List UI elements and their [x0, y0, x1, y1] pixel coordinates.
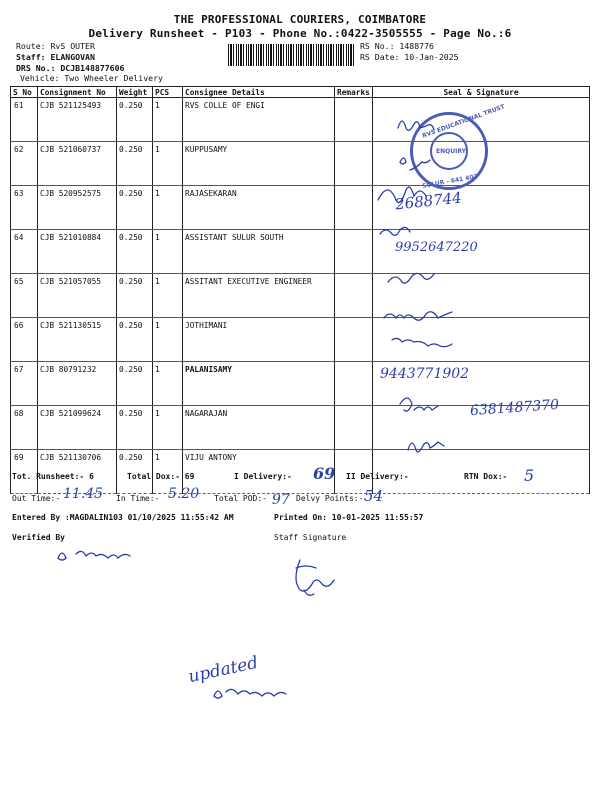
handwritten-phone-64: 2688744 [394, 188, 463, 214]
seal-stamp-bottom-text: SULUR - 641 402 [421, 173, 479, 190]
cell-pcs: 1 [153, 98, 183, 142]
printed-on: Printed On: 10-01-2025 11:55:57 [274, 513, 424, 522]
handwritten-phone-68: 6381487370 [469, 396, 560, 420]
cell-sno: 63 [11, 186, 38, 230]
col-weight: Weight [117, 87, 153, 98]
seal-stamp-text: RVS EDUCATIONAL TRUST [421, 103, 506, 140]
route-label: Route: RvS OUTER [16, 41, 95, 51]
in-time: In Time:- [116, 494, 160, 503]
cell-sno: 67 [11, 362, 38, 406]
signature-row-62 [400, 158, 430, 170]
cell-weight: 0.250 [117, 362, 153, 406]
signature-row-65 [388, 273, 434, 283]
handwritten-in-time: 5.20 [168, 486, 200, 502]
verified-by-label: Verified By [12, 533, 65, 542]
handwritten-rtn-dox: 5 [524, 466, 535, 485]
cell-weight: 0.250 [117, 98, 153, 142]
i-delivery: I Delivery:- [234, 472, 292, 481]
seal-stamp-inner-text: ENQUIRY [436, 148, 466, 155]
cell-pcs: 1 [153, 450, 183, 494]
cell-consignment: CJB 521010884 [38, 230, 117, 274]
cell-sno: 66 [11, 318, 38, 362]
cell-consignee: PALANISAMY [183, 362, 335, 406]
cell-consignee: NAGARAJAN [183, 406, 335, 450]
cell-consignment: CJB 520952575 [38, 186, 117, 230]
rs-number: RS No.: 1488776 [360, 41, 434, 51]
cell-consignee: ASSISTANT SULUR SOUTH [183, 230, 335, 274]
cell-consignee: ASSITANT EXECUTIVE ENGINEER [183, 274, 335, 318]
signature-row-66 [384, 312, 452, 347]
handwritten-delvy-points: 54 [364, 487, 384, 505]
cell-weight: 0.250 [117, 406, 153, 450]
staff-label: Staff: ELANGOVAN [16, 52, 95, 62]
runsheet-subtitle: Delivery Runsheet - P103 - Phone No.:0422-3505555 - Page No.:6 [88, 27, 512, 40]
handwritten-phone-67: 9443771902 [380, 366, 470, 382]
verified-signature-mark [58, 551, 130, 560]
cell-sno: 62 [11, 142, 38, 186]
cell-consignment: CJB 521125493 [38, 98, 117, 142]
tot-runsheet: Tot. Runsheet:- 6 [12, 472, 94, 481]
cell-consignment: CJB 521060737 [38, 142, 117, 186]
col-consignment: Consignment No [38, 87, 117, 98]
entered-by: Entered By :MAGDALIN103 01/10/2025 11:55:42 AM [12, 513, 234, 522]
signature-row-61 [398, 121, 434, 130]
cell-consignment: CJB 80791232 [38, 362, 117, 406]
drs-number: DRS No.: DCJB148877606 [16, 63, 125, 73]
signature-row-69 [408, 442, 444, 452]
handwritten-out-time: 11.45 [63, 486, 104, 502]
ii-delivery: II Delivery:- [346, 472, 409, 481]
cell-pcs: 1 [153, 230, 183, 274]
rs-date: RS Date: 10-Jan-2025 [360, 52, 459, 62]
cell-pcs: 1 [153, 274, 183, 318]
cell-consignee: RAJASEKARAN [183, 186, 335, 230]
col-consignee: Consignee Details [183, 87, 335, 98]
cell-sno: 65 [11, 274, 38, 318]
staff-signature-label: Staff Signature [274, 533, 347, 542]
col-pcs: PCS [153, 87, 183, 98]
cell-sno: 69 [11, 450, 38, 494]
total-pod: Total POD:- [214, 494, 267, 503]
cell-sno: 61 [11, 98, 38, 142]
cell-pcs: 1 [153, 142, 183, 186]
signature-row-68 [400, 398, 438, 411]
cell-sno: 64 [11, 230, 38, 274]
signature-row-64 [380, 227, 410, 235]
cell-consignment: CJB 521130515 [38, 318, 117, 362]
col-remarks: Remarks [335, 87, 373, 98]
col-signature: Seal & Signature [373, 87, 590, 98]
cell-weight: 0.250 [117, 274, 153, 318]
cell-consignment: CJB 521057055 [38, 274, 117, 318]
cell-consignee: JOTHIMANI [183, 318, 335, 362]
cell-sno: 68 [11, 406, 38, 450]
delvy-points: Delvy Points:- [296, 494, 364, 503]
cell-pcs: 1 [153, 318, 183, 362]
total-dox: Total Dox:- 69 [127, 472, 195, 481]
handwritten-updated: updated [186, 652, 260, 688]
out-time: Out Time:- [12, 494, 61, 503]
cell-weight: 0.250 [117, 142, 153, 186]
staff-signature-mark [296, 560, 334, 595]
vehicle-label: Vehicle: Two Wheeler Delivery [20, 73, 163, 83]
cell-consignment: CJB 521099624 [38, 406, 117, 450]
handwritten-phone-65: 9952647220 [395, 240, 478, 255]
cell-pcs: 1 [153, 186, 183, 230]
updated-signature-mark [214, 689, 286, 698]
handwritten-total-pod: 97 [272, 492, 290, 508]
cell-weight: 0.250 [117, 186, 153, 230]
company-title: THE PROFESSIONAL COURIERS, COIMBATORE [173, 13, 427, 26]
cell-weight: 0.250 [117, 230, 153, 274]
cell-pcs: 1 [153, 406, 183, 450]
col-sno: S No [11, 87, 38, 98]
cell-consignee: VIJU ANTONY [183, 450, 335, 494]
rtn-dox: RTN Dox:- [464, 472, 508, 481]
cell-consignee: KUPPUSAMY [183, 142, 335, 186]
cell-consignee: RVS COLLE OF ENGI [183, 98, 335, 142]
cell-weight: 0.250 [117, 450, 153, 494]
cell-pcs: 1 [153, 362, 183, 406]
handwritten-i-delivery: 69 [313, 464, 336, 483]
cell-consignment: CJB 521130706 [38, 450, 117, 494]
cell-weight: 0.250 [117, 318, 153, 362]
